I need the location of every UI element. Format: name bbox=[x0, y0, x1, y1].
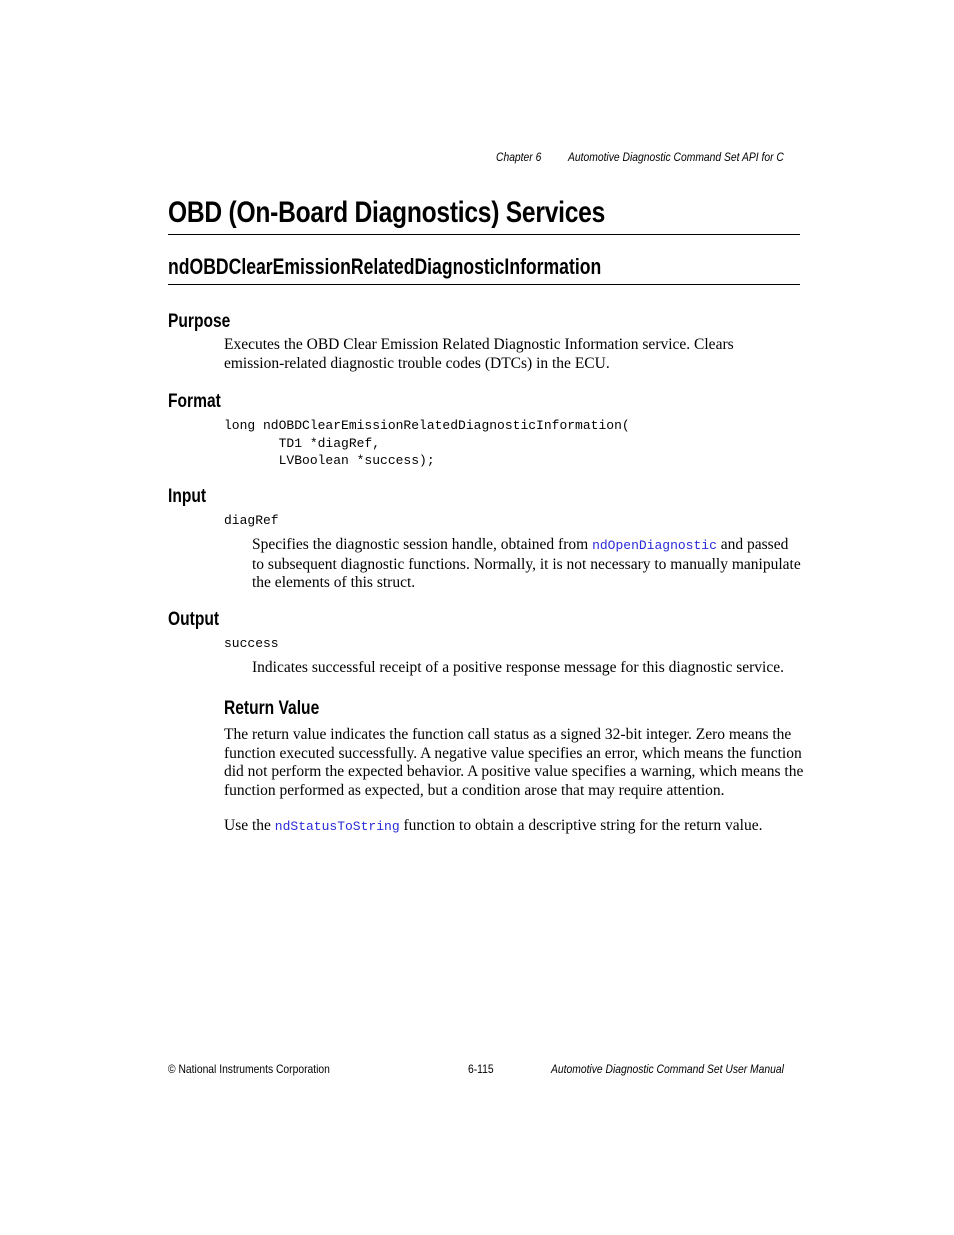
input-desc-line-3: the elements of this struct. bbox=[252, 574, 416, 592]
use-text: function to obtain a descriptive string for the return value. bbox=[399, 817, 763, 834]
code-line: TD1 *diagRef, bbox=[224, 435, 381, 451]
input-description bbox=[252, 536, 801, 593]
header-chapter-title: Automotive Diagnostic Command Set API for C bbox=[568, 150, 784, 164]
input-param-name: diagRef bbox=[224, 513, 279, 528]
footer-page-number: 6-115 bbox=[468, 1062, 494, 1076]
code-line: LVBoolean *success); bbox=[224, 453, 435, 468]
footer-manual-title: Automotive Diagnostic Command Set User Manual bbox=[551, 1062, 784, 1076]
input-desc-text: and passed bbox=[716, 536, 789, 553]
footer-copyright: © National Instruments Corporation bbox=[168, 1062, 330, 1076]
page-title: OBD (On-Board Diagnostics) Services bbox=[168, 196, 606, 229]
title-rule bbox=[168, 234, 800, 235]
return-line: did not perform the expected behavior. A positive value specifies a warning, which means the bbox=[224, 763, 804, 781]
header-chapter: Chapter 6 bbox=[496, 150, 542, 164]
nd-status-to-string-link[interactable]: ndStatusToString bbox=[274, 819, 400, 834]
return-value-heading: Return Value bbox=[224, 698, 320, 719]
purpose-line: emission-related diagnostic trouble codes (DTCs) in the ECU. bbox=[224, 354, 610, 372]
input-desc-line-1 bbox=[252, 536, 801, 556]
purpose-text bbox=[224, 336, 734, 373]
input-heading: Input bbox=[168, 486, 207, 507]
output-description: Indicates successful receipt of a positive response message for this diagnostic service. bbox=[252, 659, 784, 676]
use-text: Use the bbox=[224, 817, 275, 834]
output-param-name: success bbox=[224, 636, 279, 651]
format-heading: Format bbox=[168, 391, 221, 412]
function-name-heading: ndOBDClearEmissionRelatedDiagnosticInformation bbox=[168, 254, 602, 279]
function-rule bbox=[168, 284, 800, 285]
return-line: The return value indicates the function call status as a signed 32-bit integer. Zero means the bbox=[224, 726, 792, 743]
purpose-line: Executes the OBD Clear Emission Related Diagnostic Information service. Clears bbox=[224, 336, 734, 353]
return-line: function executed successfully. A negative value specifies an error, which means the function bbox=[224, 744, 802, 762]
format-code bbox=[224, 417, 630, 470]
return-line: function performed as expected, but a condition arose that may require attention. bbox=[224, 782, 725, 800]
use-status-text bbox=[224, 817, 762, 837]
input-desc-line-2: to subsequent diagnostic functions. Normally, it is not necessary to manually manipulate bbox=[252, 555, 801, 573]
code-line: long ndOBDClearEmissionRelatedDiagnosticInformation( bbox=[224, 418, 630, 433]
output-heading: Output bbox=[168, 609, 220, 630]
purpose-heading: Purpose bbox=[168, 311, 231, 332]
nd-open-diagnostic-link[interactable]: ndOpenDiagnostic bbox=[592, 538, 717, 553]
input-desc-text: Specifies the diagnostic session handle, obtained from bbox=[252, 536, 593, 553]
return-value-text bbox=[224, 726, 803, 801]
